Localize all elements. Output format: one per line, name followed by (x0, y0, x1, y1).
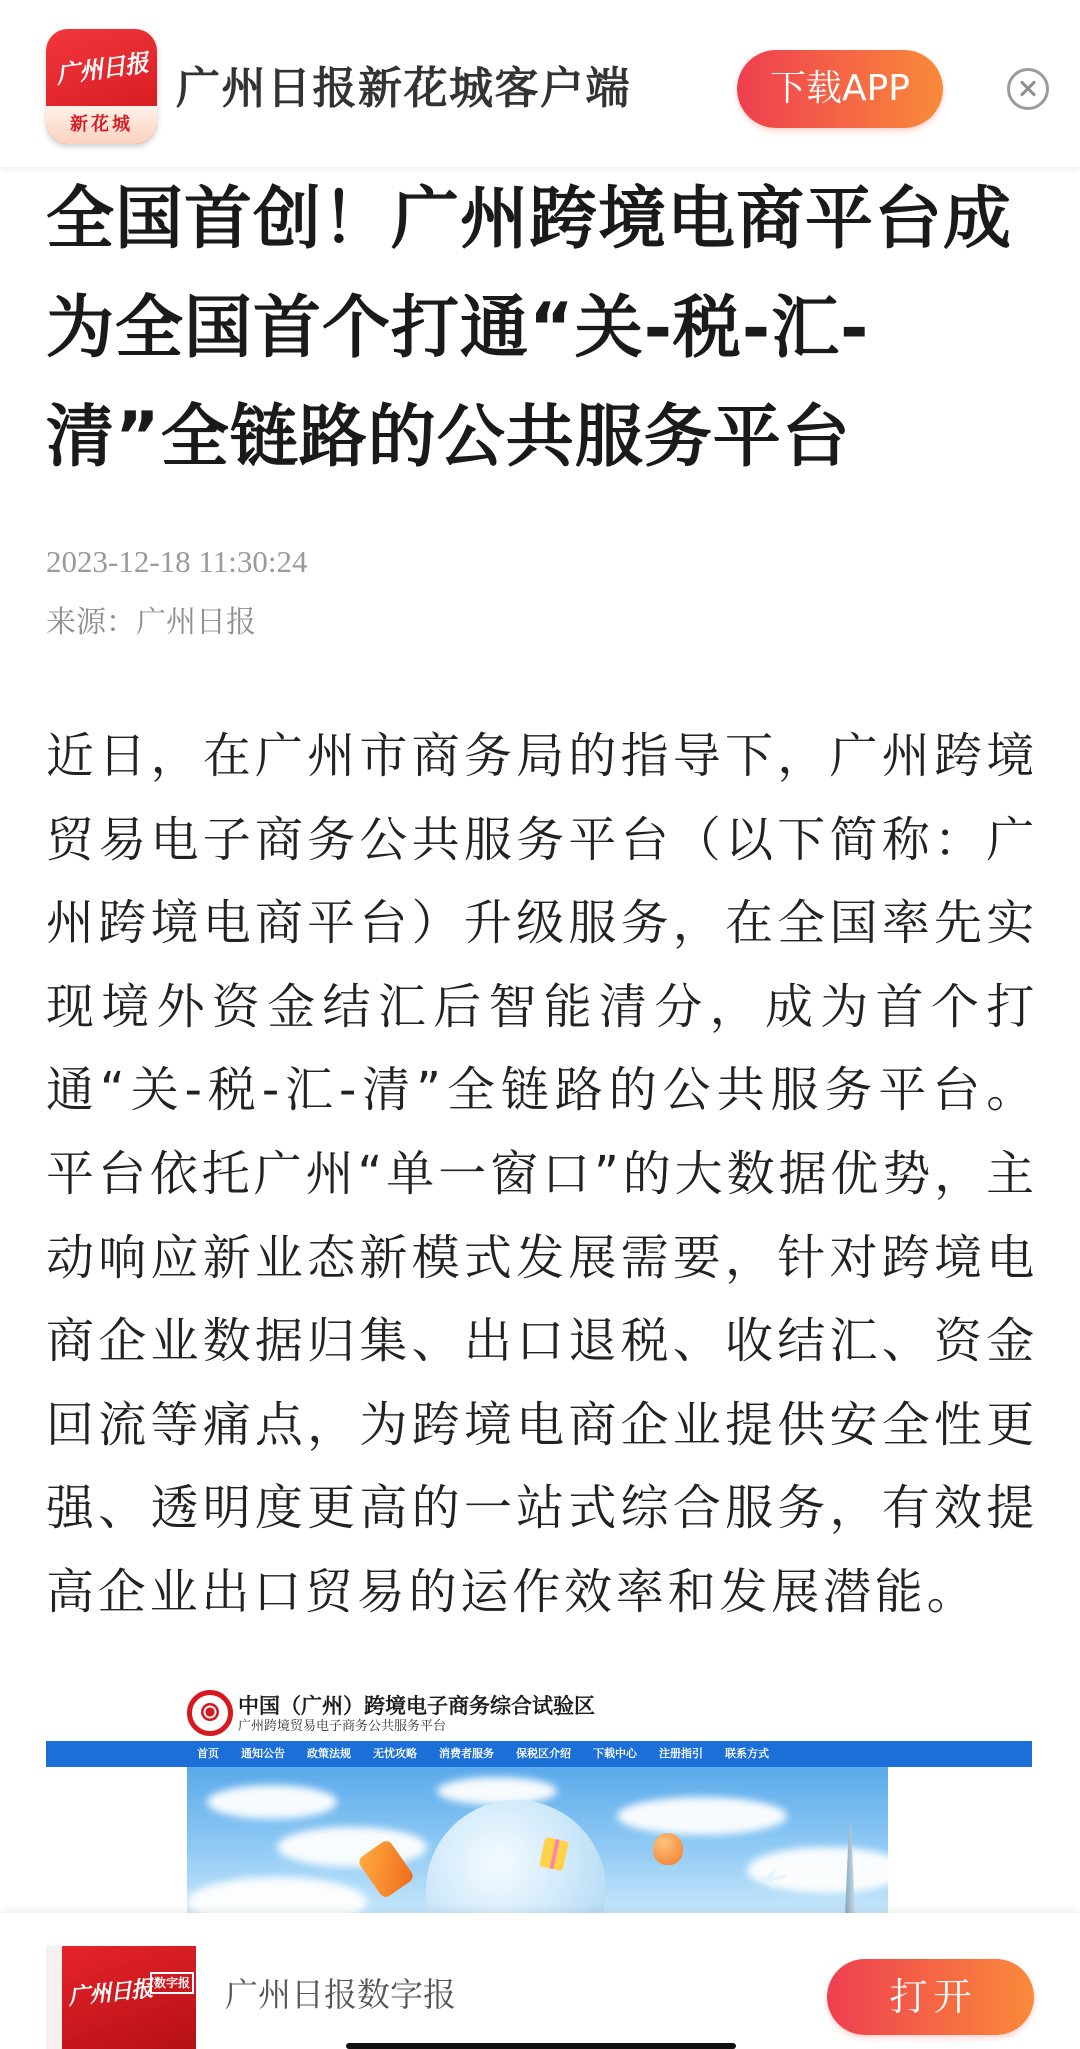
cloud (207, 1785, 337, 1819)
app-download-banner (0, 0, 1080, 167)
article-title: 全国首创！广州跨境电商平台成为全国首个打通“关-税-汇-清”全链路的公共服务平台 (46, 180, 1013, 477)
globe-icon (426, 1800, 606, 1913)
app-name: 广州日报新花城客户端 (176, 63, 631, 114)
site-subtitle: 广州跨境贸易电子商务公共服务平台 (238, 1719, 447, 1734)
cloud (187, 1877, 367, 1913)
hot-air-balloon-icon (653, 1833, 683, 1865)
site-nav-item: 通知公告 (241, 1747, 285, 1760)
site-nav-item: 消费者服务 (439, 1747, 494, 1760)
open-button[interactable]: 打开 (827, 1959, 1034, 2035)
site-nav-item: 保税区介绍 (516, 1747, 571, 1760)
airplane-icon (752, 1867, 786, 1889)
digital-paper-thumbnail[interactable] (46, 1946, 196, 2049)
site-hero-banner (187, 1767, 888, 1913)
thumbnail-badge: 数字报 (150, 1972, 194, 1994)
download-app-button[interactable]: 下载APP (737, 50, 943, 128)
site-nav-item: 注册指引 (659, 1747, 703, 1760)
article-source: 来源：广州日报 (46, 605, 256, 640)
close-icon[interactable] (1007, 68, 1049, 110)
cloud (617, 1797, 787, 1835)
home-indicator[interactable] (346, 2043, 736, 2049)
logo-band (46, 106, 157, 144)
logo-wordmark: 广州日报 (54, 47, 150, 90)
article-body: 近日，在广州市商务局的指导下，广州跨境贸易电子商务公共服务平台（以下简称：广州跨境电商平台）升级服务，在全国率先实现境外资金结汇后智能清分，成为首个打通“关-税-汇-清”全链路的公共服务平台。平台依托广州“单一窗口”的大数据优势，主动响应新业态新模式发展需要，针对跨境电商企业数据归集、出口退税、收结汇、资金回流等痛点，为跨境电商企业提供安全性更强、透明度更高的一站式综合服务，有效提高企业出口贸易的运作效率和发展潜能。 (46, 728, 1038, 1620)
open-app-bar (0, 1913, 1080, 2049)
site-nav-item: 联系方式 (725, 1747, 769, 1760)
site-nav-bar (46, 1741, 1032, 1767)
thumbnail-wordmark: 广州日报 (67, 1975, 154, 2011)
site-emblem-icon (187, 1690, 233, 1736)
site-nav-item: 下载中心 (593, 1747, 637, 1760)
article-image[interactable] (46, 1685, 1032, 1913)
site-nav-item: 首页 (197, 1747, 219, 1760)
cloud (277, 1827, 427, 1867)
site-nav-item: 政策法规 (307, 1747, 351, 1760)
site-title: 中国（广州）跨境电子商务综合试验区 (238, 1694, 595, 1718)
logo-subtitle: 新花城 (70, 114, 133, 135)
cloud (437, 1777, 557, 1805)
digital-paper-name: 广州日报数字报 (225, 1975, 456, 2014)
article-datetime: 2023-12-18 11:30:24 (46, 544, 308, 579)
app-logo[interactable] (46, 29, 157, 144)
site-nav-item: 无忧攻略 (373, 1747, 417, 1760)
thumbnail-strip (46, 1946, 62, 2049)
